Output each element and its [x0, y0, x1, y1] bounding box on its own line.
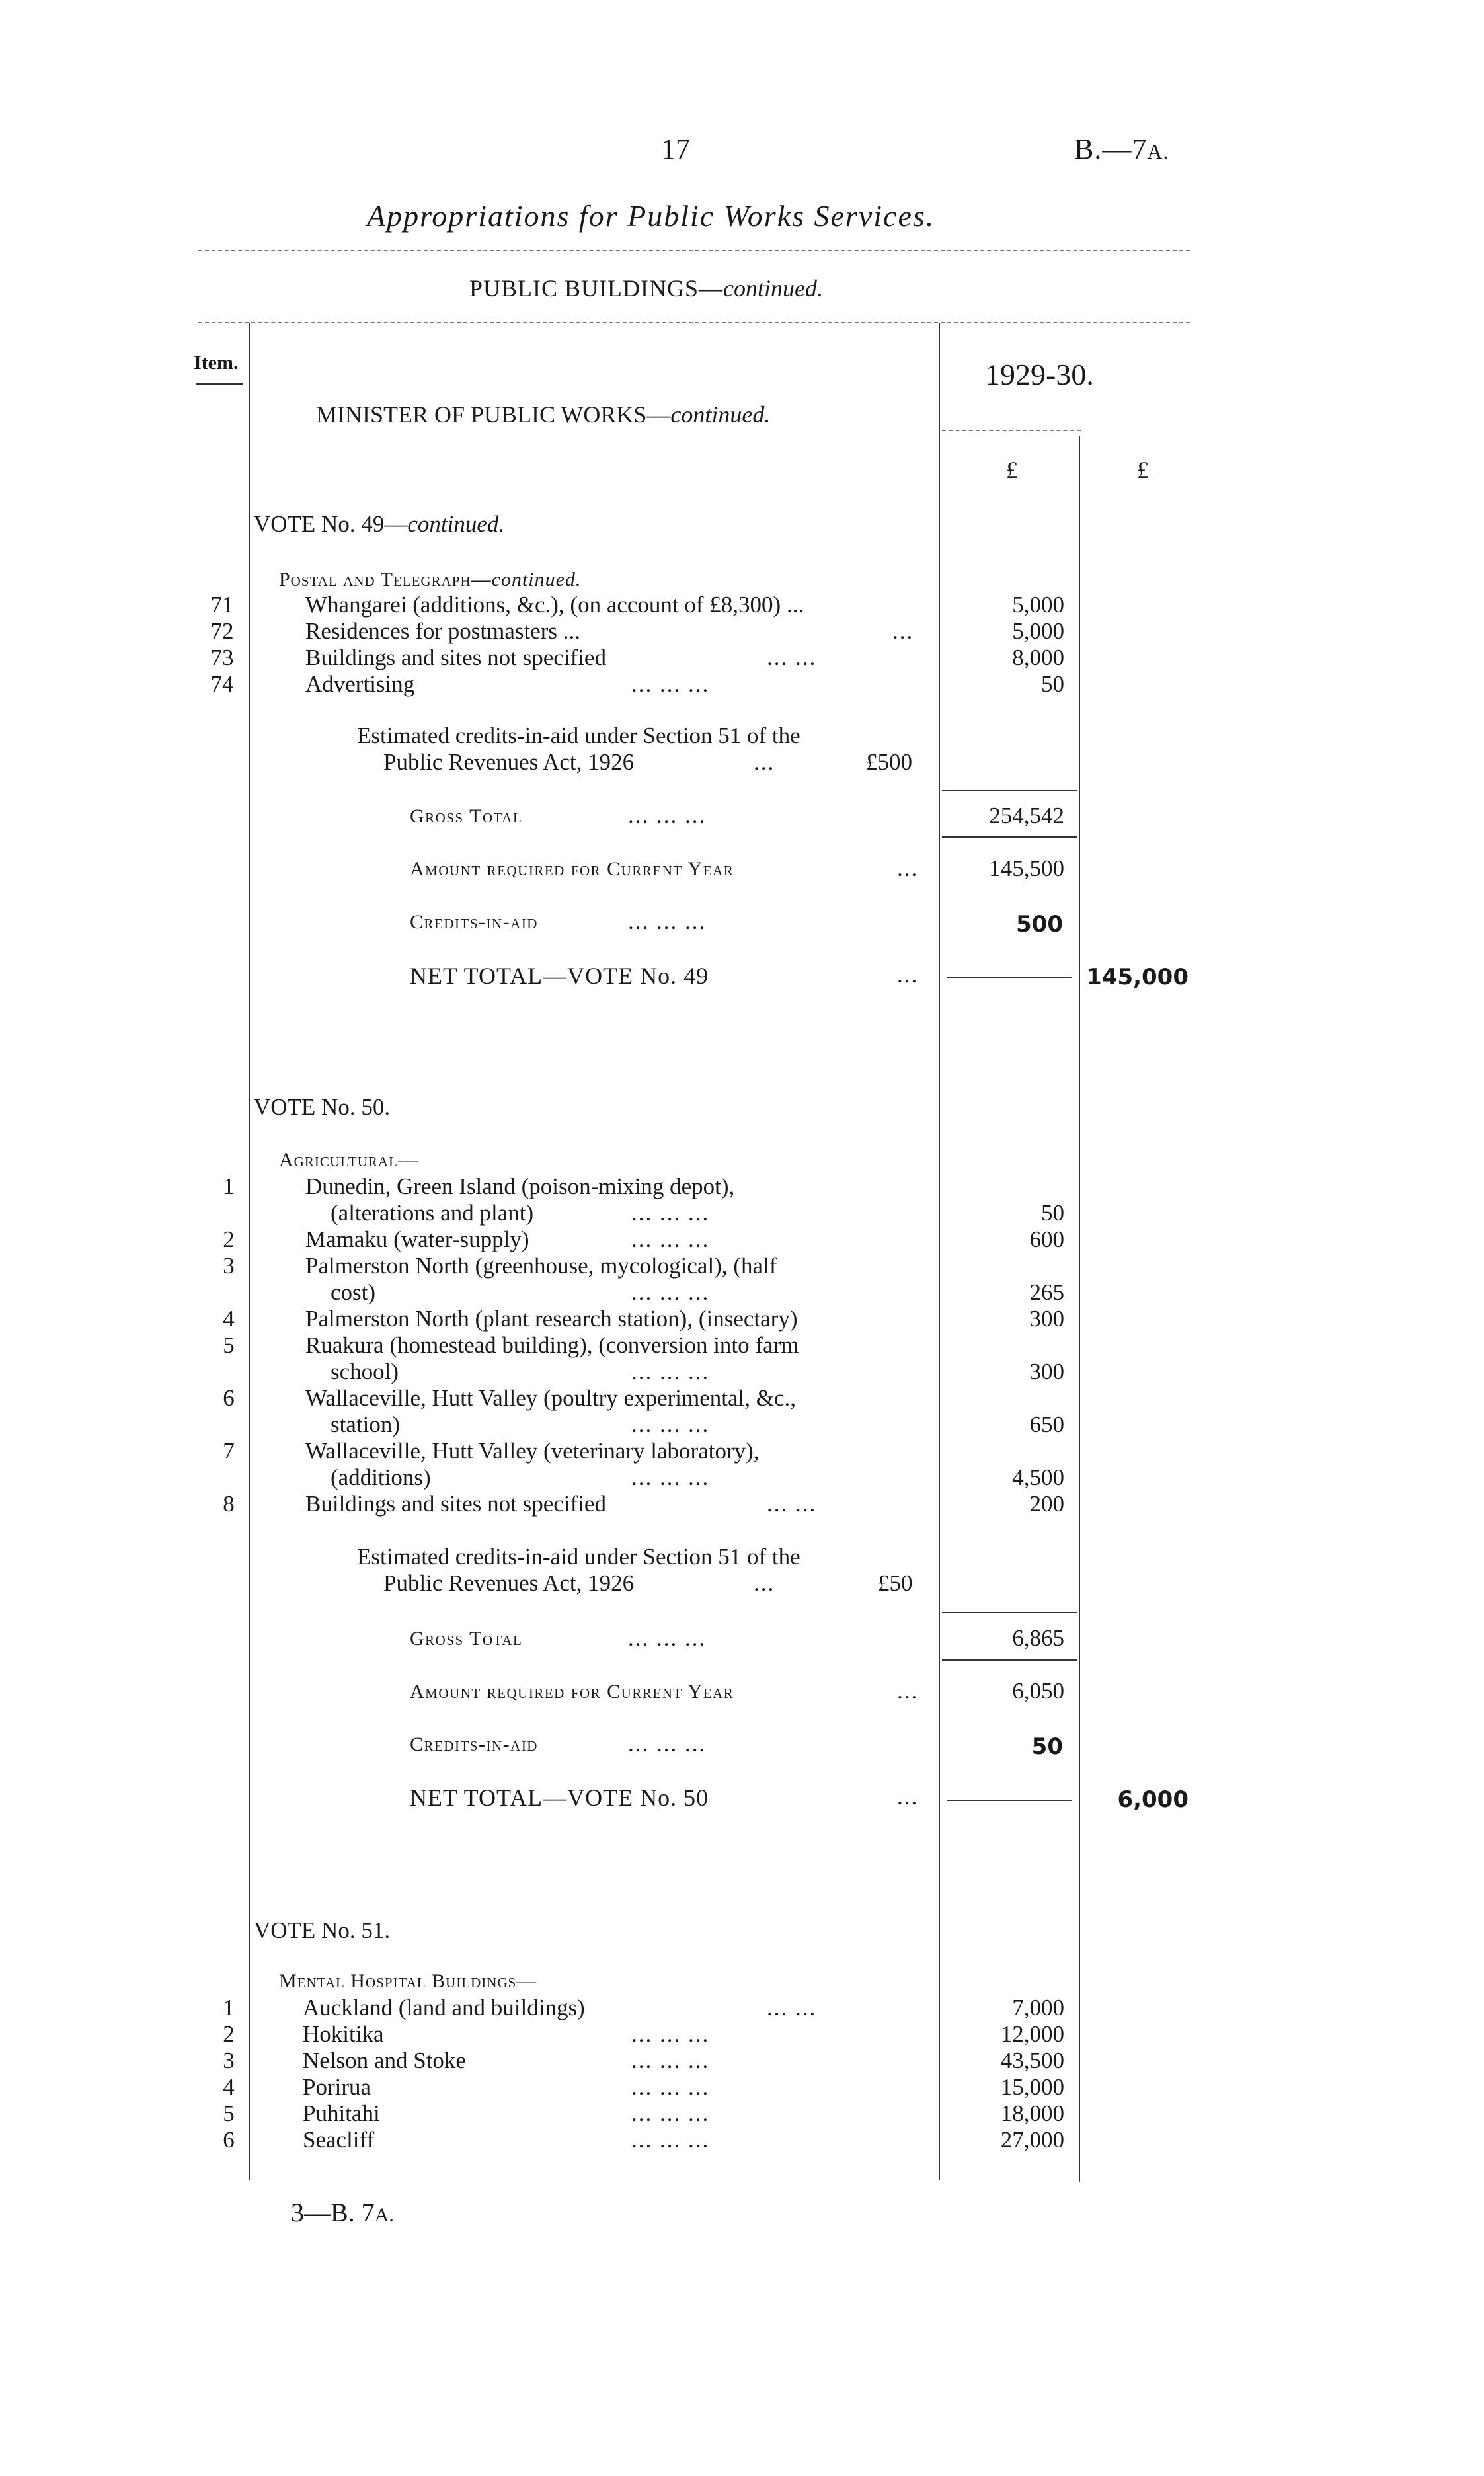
item-number: 3 [223, 2048, 235, 2073]
item-column-divider [249, 323, 250, 2180]
vote-49-category-suffix: continued. [491, 569, 582, 590]
leader-dots: ... [897, 962, 919, 988]
item-number: 73 [210, 645, 234, 670]
leader-dots: ... ... [767, 1491, 817, 1517]
item-description-continued: (additions) [331, 1464, 431, 1490]
item-description: Palmerston North (greenhouse, mycological), (half [305, 1253, 777, 1279]
vote-49-gross-total: 254,542 [989, 803, 1064, 828]
vote-50-credits-note-line2: Public Revenues Act, 1926 [383, 1570, 635, 1596]
vote-50-gross-total: 6,865 [1012, 1625, 1064, 1651]
page-title: Appropriations for Public Works Services. [367, 199, 935, 233]
vote-49-category-main: Postal and Telegraph— [279, 569, 492, 590]
item-amount: 7,000 [1012, 1995, 1064, 2020]
leader-dots: ... ... ... [631, 2100, 710, 2126]
vote-50-amount-required-label: Amount required for Current Year [410, 1681, 734, 1702]
item-description: Palmerston North (plant research station), (insectary) [305, 1306, 798, 1332]
item-number: 1 [223, 1995, 235, 2020]
sheet-signature-suffix: A. [374, 2204, 394, 2226]
leader-dots: ... ... ... [628, 803, 707, 828]
item-number: 7 [223, 1438, 235, 1464]
vote-49-net-total: 145,000 [1086, 964, 1189, 990]
vote-49-credits-label: Credits-in-aid [410, 911, 538, 933]
item-description: Porirua [303, 2074, 371, 2100]
item-amount: 18,000 [1000, 2100, 1064, 2126]
item-number: 2 [223, 2021, 235, 2047]
minister-heading [316, 401, 770, 428]
item-amount: 300 [1029, 1359, 1064, 1384]
leader-dots: ... ... ... [631, 671, 710, 697]
rule [942, 1612, 1077, 1613]
rule [947, 1800, 1072, 1801]
item-description: Mamaku (water-supply) [305, 1226, 529, 1252]
vote-50-credits-note-line1: Estimated credits-in-aid under Section 51 of the [357, 1544, 801, 1570]
item-amount: 200 [1029, 1491, 1064, 1517]
leader-dots: ... [897, 1678, 919, 1704]
item-amount: 5,000 [1012, 592, 1064, 618]
item-amount: 650 [1029, 1412, 1064, 1437]
document-reference [1074, 132, 1169, 166]
document-reference-suffix: A. [1147, 140, 1169, 163]
amount-column-divider [939, 323, 940, 2180]
leader-dots: ... ... ... [631, 2127, 710, 2153]
item-description: Dunedin, Green Island (poison-mixing depot), [305, 1174, 735, 1199]
item-description: Buildings and sites not specified [305, 1491, 606, 1517]
vote-50-credits-note-amount: £50 [878, 1570, 913, 1596]
leader-dots: ... [754, 1570, 775, 1596]
vote-50-category: Agricultural— [279, 1149, 418, 1171]
vote-50-net-total: 6,000 [1117, 1786, 1189, 1813]
rule [942, 836, 1077, 838]
item-description: Hokitika [303, 2021, 384, 2047]
rule [942, 790, 1077, 791]
item-description: Puhitahi [303, 2100, 380, 2126]
item-number: 4 [223, 2074, 235, 2100]
rule [942, 1659, 1077, 1661]
item-amount: 12,000 [1000, 2021, 1064, 2047]
minister-heading-suffix: continued. [670, 401, 771, 428]
item-number: 4 [223, 1306, 235, 1332]
leader-dots: ... ... ... [631, 1279, 710, 1305]
item-description: Advertising [305, 671, 415, 697]
item-amount: 43,500 [1000, 2048, 1064, 2073]
item-description: Wallaceville, Hutt Valley (veterinary laboratory), [305, 1438, 760, 1464]
leader-dots: ... [892, 618, 914, 644]
vote-50-amount-required: 6,050 [1012, 1678, 1064, 1704]
currency-symbol-amount: £ [1006, 457, 1018, 483]
sheet-signature-main: 3—B. 7 [291, 2198, 375, 2227]
item-number: 8 [223, 1491, 235, 1517]
vote-50-credits: 50 [1031, 1734, 1063, 1760]
vote-51-heading: VOTE No. 51. [254, 1917, 391, 1943]
vote-49-heading-suffix: continued. [407, 511, 505, 537]
item-description: Auckland (land and buildings) [303, 1995, 585, 2020]
item-amount: 50 [1041, 1200, 1064, 1226]
item-description: Residences for postmasters ... [305, 618, 581, 644]
item-description: Seacliff [303, 2127, 375, 2153]
vote-50-net-total-label: NET TOTAL—VOTE No. 50 [410, 1784, 709, 1811]
item-description-continued: (alterations and plant) [331, 1200, 534, 1226]
section-subtitle-main: PUBLIC BUILDINGS— [469, 275, 724, 301]
vote-49-net-total-label: NET TOTAL—VOTE No. 49 [410, 963, 709, 989]
item-number: 5 [223, 2100, 235, 2126]
vote-49-category [279, 569, 581, 591]
document-reference-main: B.—7 [1074, 133, 1148, 165]
item-description-continued: cost) [331, 1279, 376, 1305]
total-column-divider [1079, 436, 1080, 2182]
leader-dots: ... [897, 856, 919, 881]
sheet-signature [291, 2197, 394, 2228]
item-column-heading: Item. [194, 352, 239, 374]
section-subtitle-suffix: continued. [723, 275, 823, 301]
page-number: 17 [661, 133, 690, 165]
vote-50-heading: VOTE No. 50. [254, 1094, 391, 1120]
leader-dots: ... ... ... [631, 1412, 710, 1437]
vote-49-credits-note-amount: £500 [866, 749, 912, 775]
leader-dots: ... ... [767, 1995, 817, 2020]
item-number: 6 [223, 1385, 235, 1411]
item-number: 1 [223, 1174, 235, 1199]
vote-49-credits-note-line1: Estimated credits-in-aid under Section 51 of the [357, 723, 801, 748]
item-number: 71 [210, 592, 234, 618]
item-description: Wallaceville, Hutt Valley (poultry experimental, &c., [305, 1385, 796, 1411]
title-rule [198, 250, 1190, 251]
item-number: 6 [223, 2127, 235, 2153]
leader-dots: ... ... ... [631, 1464, 710, 1490]
item-amount: 15,000 [1000, 2074, 1064, 2100]
item-number: 74 [210, 671, 234, 697]
item-amount: 8,000 [1012, 645, 1064, 670]
leader-dots: ... ... ... [628, 1731, 707, 1757]
year-rule [942, 430, 1081, 431]
leader-dots: ... ... ... [631, 2074, 710, 2100]
item-description: Nelson and Stoke [303, 2048, 466, 2073]
vote-49-heading-main: VOTE No. 49— [254, 511, 408, 537]
vote-51-category: Mental Hospital Buildings— [279, 1970, 537, 1992]
leader-dots: ... ... ... [628, 1625, 707, 1651]
leader-dots: ... ... ... [628, 908, 707, 934]
item-amount: 4,500 [1012, 1464, 1064, 1490]
currency-symbol-total: £ [1137, 457, 1149, 483]
item-amount: 300 [1029, 1306, 1064, 1332]
vote-50-gross-total-label: Gross Total [410, 1628, 523, 1650]
leader-dots: ... ... ... [631, 1200, 710, 1226]
vote-49-credits-note-line2: Public Revenues Act, 1926 [383, 749, 635, 775]
minister-heading-main: MINISTER OF PUBLIC WORKS— [316, 401, 671, 428]
vote-50-credits-label: Credits-in-aid [410, 1734, 538, 1755]
item-amount: 265 [1029, 1279, 1064, 1305]
leader-dots: ... ... ... [631, 1359, 710, 1384]
leader-dots: ... [897, 1784, 919, 1810]
vote-49-heading [254, 511, 504, 538]
section-subtitle [469, 274, 823, 302]
item-amount: 50 [1041, 671, 1064, 697]
item-amount: 27,000 [1000, 2127, 1064, 2153]
item-heading-rule [196, 383, 243, 385]
vote-49-credits: 500 [1016, 911, 1063, 938]
item-description: Whangarei (additions, &c.), (on account of £8,300) ... [305, 592, 804, 618]
item-amount: 600 [1029, 1226, 1064, 1252]
leader-dots: ... ... ... [631, 1226, 710, 1252]
subtitle-rule [198, 322, 1190, 323]
rule [947, 977, 1072, 978]
item-number: 2 [223, 1226, 235, 1252]
leader-dots: ... ... [767, 645, 817, 670]
vote-49-gross-total-label: Gross Total [410, 805, 523, 827]
item-amount: 5,000 [1012, 618, 1064, 644]
item-description-continued: school) [331, 1359, 399, 1384]
item-number: 5 [223, 1332, 235, 1358]
item-description: Buildings and sites not specified [305, 645, 606, 670]
item-description-continued: station) [331, 1412, 400, 1437]
vote-49-amount-required: 145,500 [989, 856, 1064, 881]
item-number: 72 [210, 618, 234, 644]
item-number: 3 [223, 1253, 235, 1279]
leader-dots: ... ... ... [631, 2048, 710, 2073]
item-description: Ruakura (homestead building), (conversion into farm [305, 1332, 799, 1358]
leader-dots: ... [754, 749, 775, 775]
vote-49-amount-required-label: Amount required for Current Year [410, 858, 734, 880]
year-heading: 1929-30. [985, 358, 1094, 391]
leader-dots: ... ... ... [631, 2021, 710, 2047]
